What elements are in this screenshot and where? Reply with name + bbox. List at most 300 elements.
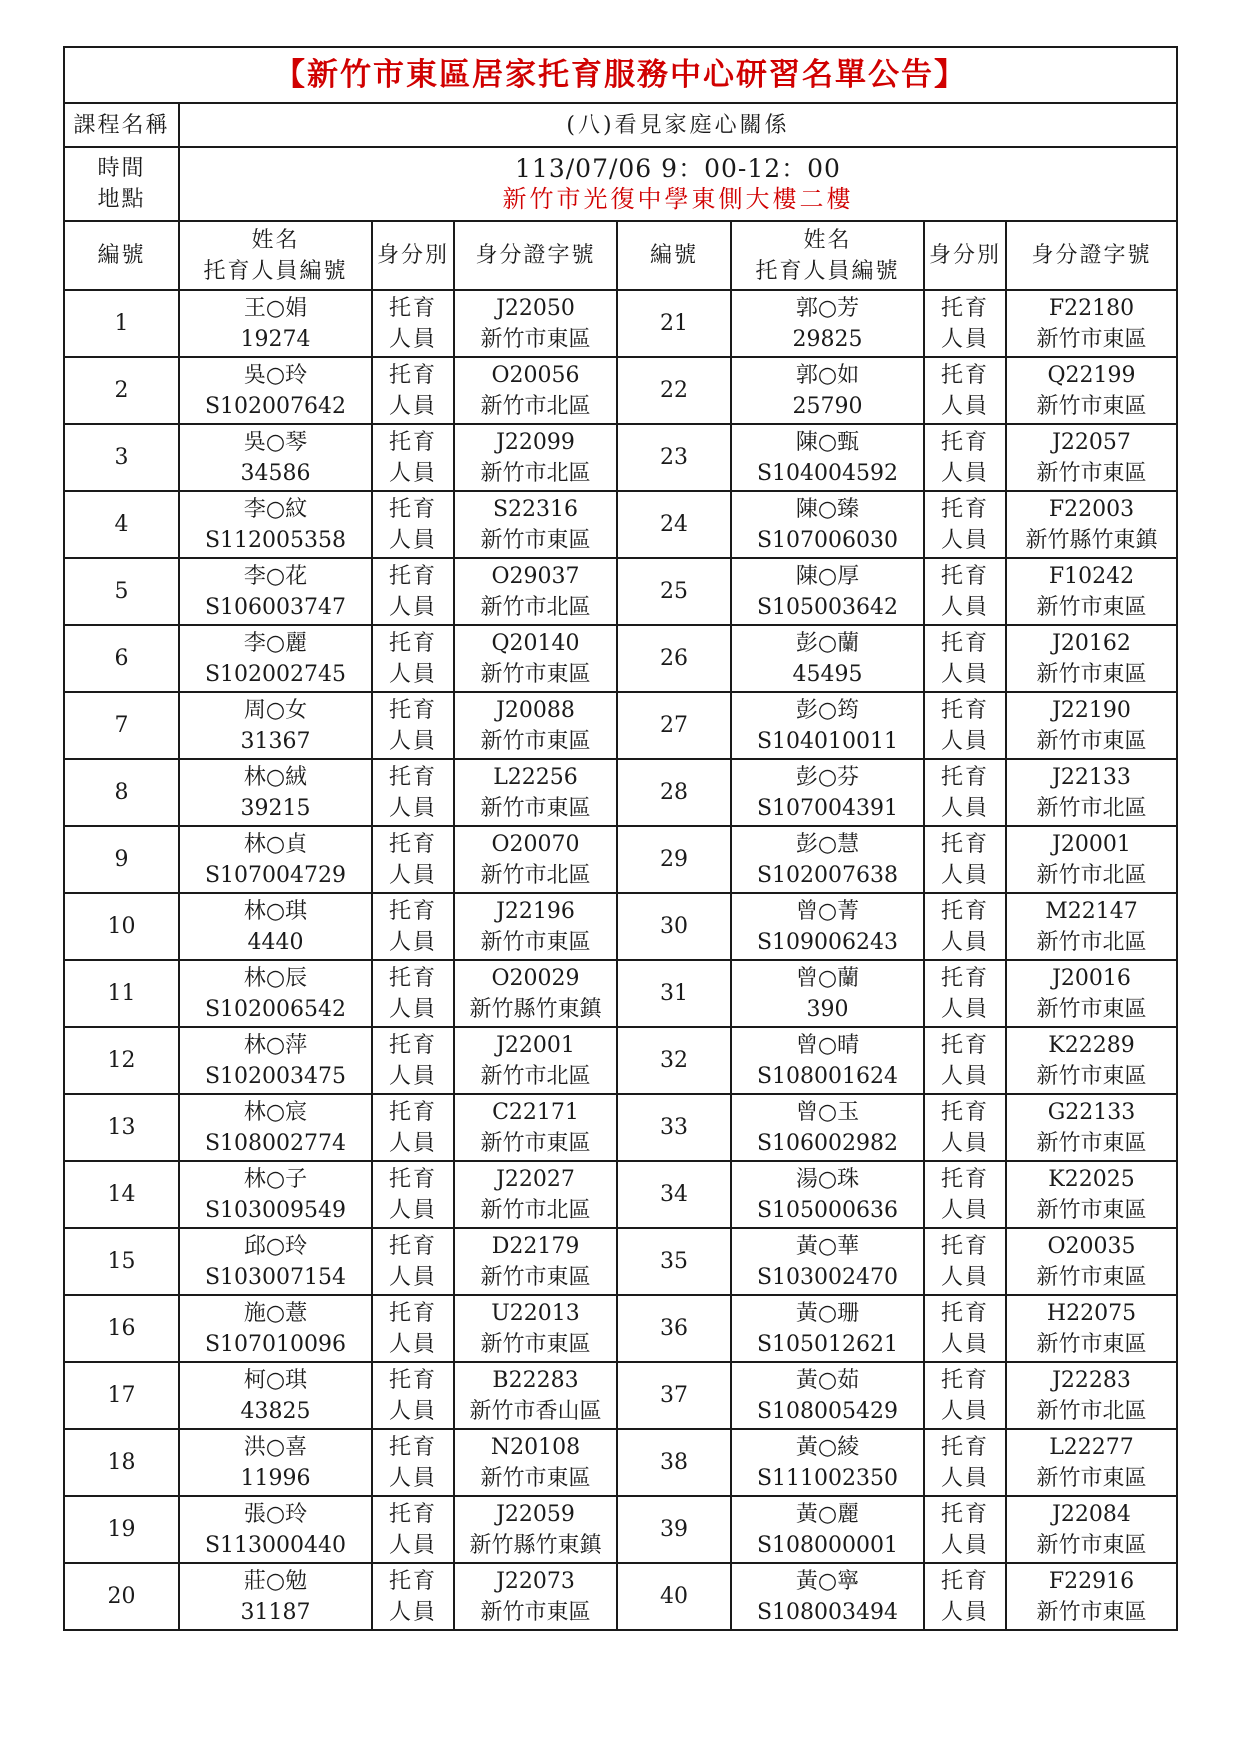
entry-identity-cell <box>372 893 454 960</box>
entry-name: 曾○菁 <box>795 898 860 924</box>
entry-identity-cell <box>924 1094 1006 1161</box>
entry-identity-cell <box>924 1161 1006 1228</box>
entry-name-cell <box>179 1027 372 1094</box>
entry-identity-cell <box>372 960 454 1027</box>
header-name-line2: 托育人員編號 <box>755 258 900 284</box>
table-row <box>64 1362 1177 1429</box>
entry-identity-line1: 托育 <box>940 362 989 388</box>
entry-number: 30 <box>617 893 731 960</box>
entry-name: 吳○琴 <box>243 429 308 455</box>
entry-number: 18 <box>64 1429 179 1496</box>
entry-name-cell <box>179 826 372 893</box>
entry-caregiver-code: S105012621 <box>756 1331 899 1357</box>
entry-district: 新竹市東區 <box>1036 393 1147 419</box>
entry-district: 新竹市東區 <box>480 929 591 955</box>
entry-id-cell <box>454 1295 617 1362</box>
entry-identity-cell <box>924 960 1006 1027</box>
entry-name: 郭○如 <box>795 362 860 388</box>
entry-identity-line1: 托育 <box>940 496 989 522</box>
entry-name: 王○娟 <box>243 295 308 321</box>
entry-number: 20 <box>64 1563 179 1630</box>
entry-number: 22 <box>617 357 731 424</box>
entry-caregiver-code: 34586 <box>240 460 311 486</box>
entry-id-cell <box>454 290 617 357</box>
entry-name-cell <box>179 1094 372 1161</box>
entry-id-number: F22916 <box>1048 1568 1135 1594</box>
entry-identity-line2: 人員 <box>388 929 437 955</box>
entry-id-number: J22084 <box>1052 1501 1131 1527</box>
entry-name-cell <box>731 1161 924 1228</box>
entry-district: 新竹市東區 <box>480 795 591 821</box>
entry-id-cell <box>1006 1161 1177 1228</box>
entry-district: 新竹市東區 <box>480 1264 591 1290</box>
entry-identity-line1: 托育 <box>388 496 437 522</box>
entry-caregiver-code: S109006243 <box>756 929 899 955</box>
entry-identity-cell <box>924 1228 1006 1295</box>
entry-caregiver-code: S107004391 <box>756 795 899 821</box>
entry-district: 新竹市東區 <box>1036 594 1147 620</box>
entry-name: 陳○臻 <box>795 496 860 522</box>
entry-number: 32 <box>617 1027 731 1094</box>
entry-identity-line2: 人員 <box>940 326 989 352</box>
entry-id-number: F22180 <box>1048 295 1135 321</box>
entry-id-number: O20070 <box>491 831 580 857</box>
entry-name-cell <box>731 1563 924 1630</box>
entry-identity-line2: 人員 <box>388 1465 437 1491</box>
entry-number: 39 <box>617 1496 731 1563</box>
entry-identity-line2: 人員 <box>388 460 437 486</box>
entry-name-cell <box>179 1496 372 1563</box>
entry-id-number: J22001 <box>496 1032 575 1058</box>
entry-number: 3 <box>64 424 179 491</box>
entry-id-cell <box>1006 1429 1177 1496</box>
entry-district: 新竹市東區 <box>480 527 591 553</box>
entry-name-cell <box>179 1161 372 1228</box>
header-id-right: 身分證字號 <box>1006 221 1177 290</box>
entry-name: 莊○勉 <box>243 1568 308 1594</box>
entry-number: 7 <box>64 692 179 759</box>
entry-name: 黃○珊 <box>795 1300 860 1326</box>
entry-id-cell <box>1006 826 1177 893</box>
entry-id-number: C22171 <box>492 1099 579 1125</box>
entry-name: 柯○琪 <box>243 1367 308 1393</box>
entry-name: 吳○玲 <box>243 362 308 388</box>
entry-identity-line1: 托育 <box>940 630 989 656</box>
entry-id-cell <box>1006 491 1177 558</box>
entry-name-cell <box>179 424 372 491</box>
entry-identity-line1: 托育 <box>388 1166 437 1192</box>
entry-identity-cell <box>924 424 1006 491</box>
entry-name: 彭○蘭 <box>795 630 860 656</box>
entry-id-number: H22075 <box>1046 1300 1137 1326</box>
entry-name-cell <box>731 1228 924 1295</box>
table-row <box>64 491 1177 558</box>
entry-identity-cell <box>372 1228 454 1295</box>
entry-identity-line2: 人員 <box>940 1063 989 1089</box>
entry-identity-cell <box>372 1161 454 1228</box>
entry-identity-line2: 人員 <box>940 1264 989 1290</box>
entry-identity-line2: 人員 <box>388 1197 437 1223</box>
entry-number: 27 <box>617 692 731 759</box>
entry-caregiver-code: S107010096 <box>204 1331 347 1357</box>
header-identity-right: 身分別 <box>924 221 1006 290</box>
entry-identity-line2: 人員 <box>388 1532 437 1558</box>
entry-name-cell <box>731 1295 924 1362</box>
entry-name: 陳○厚 <box>795 563 860 589</box>
entry-identity-line2: 人員 <box>388 728 437 754</box>
entry-identity-line2: 人員 <box>940 460 989 486</box>
entry-caregiver-code: S102002745 <box>204 661 347 687</box>
entry-name-cell <box>731 826 924 893</box>
entry-id-cell <box>1006 558 1177 625</box>
entry-id-cell <box>1006 290 1177 357</box>
entry-identity-cell <box>372 290 454 357</box>
entry-id-cell <box>1006 759 1177 826</box>
entry-district: 新竹市北區 <box>480 1197 591 1223</box>
entry-id-cell <box>1006 1295 1177 1362</box>
entry-caregiver-code: S108001624 <box>756 1063 899 1089</box>
entry-id-cell <box>454 893 617 960</box>
entry-identity-line2: 人員 <box>388 326 437 352</box>
entry-identity-line1: 托育 <box>388 1233 437 1259</box>
entry-name-cell <box>731 491 924 558</box>
entry-identity-line2: 人員 <box>940 1599 989 1625</box>
entry-name: 郭○芳 <box>795 295 860 321</box>
entry-identity-line1: 托育 <box>388 965 437 991</box>
entry-identity-line1: 托育 <box>940 965 989 991</box>
course-name: (八)看見家庭心關係 <box>179 103 1177 147</box>
entry-identity-line2: 人員 <box>388 661 437 687</box>
entry-identity-cell <box>924 692 1006 759</box>
entry-identity-cell <box>924 1027 1006 1094</box>
entry-identity-line2: 人員 <box>940 661 989 687</box>
entry-number: 35 <box>617 1228 731 1295</box>
entry-name: 曾○玉 <box>795 1099 860 1125</box>
entry-id-cell <box>454 1496 617 1563</box>
entry-id-number: J22133 <box>1052 764 1131 790</box>
column-header-row <box>64 221 1177 290</box>
entry-caregiver-code: S111002350 <box>756 1465 899 1491</box>
entry-id-number: L22256 <box>493 764 578 790</box>
entry-district: 新竹市東區 <box>1036 1465 1147 1491</box>
entry-district: 新竹市北區 <box>1036 1398 1147 1424</box>
entry-caregiver-code: 43825 <box>240 1398 311 1424</box>
entry-identity-line1: 托育 <box>940 898 989 924</box>
entry-district: 新竹市北區 <box>1036 862 1147 888</box>
entry-identity-line1: 托育 <box>940 1568 989 1594</box>
page-title: 【新竹市東區居家托育服務中心研習名單公告】 <box>64 47 1177 103</box>
entry-identity-line2: 人員 <box>388 1063 437 1089</box>
entry-name: 周○女 <box>243 697 308 723</box>
entry-number: 4 <box>64 491 179 558</box>
entry-number: 21 <box>617 290 731 357</box>
entry-id-number: U22013 <box>491 1300 580 1326</box>
entry-identity-cell <box>372 424 454 491</box>
entry-caregiver-code: S108003494 <box>756 1599 899 1625</box>
entry-name-cell <box>731 1429 924 1496</box>
entry-caregiver-code: 45495 <box>792 661 863 687</box>
entry-district: 新竹市東區 <box>1036 1264 1147 1290</box>
entry-id-number: Q22199 <box>1047 362 1136 388</box>
entry-name: 陳○甄 <box>795 429 860 455</box>
header-name-left <box>179 221 372 290</box>
entry-id-cell <box>454 1094 617 1161</box>
entry-number: 10 <box>64 893 179 960</box>
entry-identity-cell <box>924 491 1006 558</box>
entry-id-number: G22133 <box>1047 1099 1136 1125</box>
entry-identity-line2: 人員 <box>940 1130 989 1156</box>
entry-identity-cell <box>372 1563 454 1630</box>
entry-identity-line2: 人員 <box>940 1532 989 1558</box>
entry-identity-line2: 人員 <box>388 1264 437 1290</box>
entry-district: 新竹縣竹東鎮 <box>469 1532 602 1558</box>
entry-caregiver-code: S102007642 <box>204 393 347 419</box>
entry-identity-cell <box>372 1429 454 1496</box>
table-row <box>64 1161 1177 1228</box>
entry-district: 新竹市北區 <box>480 594 591 620</box>
entry-caregiver-code: 31367 <box>240 728 311 754</box>
entry-identity-line1: 托育 <box>388 1099 437 1125</box>
time-place-label <box>64 147 179 221</box>
entry-identity-line1: 托育 <box>388 429 437 455</box>
entry-name-cell <box>731 1094 924 1161</box>
entry-identity-line2: 人員 <box>940 862 989 888</box>
entry-name: 李○花 <box>243 563 308 589</box>
entry-district: 新竹市北區 <box>1036 795 1147 821</box>
entry-id-number: F22003 <box>1048 496 1135 522</box>
entry-id-number: K22025 <box>1048 1166 1135 1192</box>
entry-number: 19 <box>64 1496 179 1563</box>
entry-id-number: J22283 <box>1052 1367 1131 1393</box>
entry-id-number: O20056 <box>491 362 580 388</box>
entry-identity-line1: 托育 <box>388 630 437 656</box>
entry-district: 新竹市東區 <box>1036 1063 1147 1089</box>
entry-identity-line1: 托育 <box>940 1434 989 1460</box>
entry-identity-line1: 托育 <box>388 362 437 388</box>
entry-caregiver-code: S107004729 <box>204 862 347 888</box>
entry-identity-line1: 托育 <box>940 1166 989 1192</box>
entry-identity-line1: 托育 <box>388 1367 437 1393</box>
entry-caregiver-code: S106002982 <box>756 1130 899 1156</box>
entry-identity-line1: 托育 <box>940 1501 989 1527</box>
entry-caregiver-code: S108002774 <box>204 1130 347 1156</box>
entry-number: 15 <box>64 1228 179 1295</box>
entry-number: 23 <box>617 424 731 491</box>
entry-id-cell <box>1006 1563 1177 1630</box>
entry-caregiver-code: S108000001 <box>756 1532 899 1558</box>
time-place-value <box>179 147 1177 221</box>
entry-number: 31 <box>617 960 731 1027</box>
entry-district: 新竹市東區 <box>1036 326 1147 352</box>
entry-id-number: J22059 <box>496 1501 575 1527</box>
entry-identity-line1: 托育 <box>388 898 437 924</box>
entry-id-number: F10242 <box>1048 563 1135 589</box>
entry-name-cell <box>731 625 924 692</box>
entry-name: 洪○喜 <box>243 1434 308 1460</box>
entry-name: 黃○麗 <box>795 1501 860 1527</box>
entry-name-cell <box>179 290 372 357</box>
entry-caregiver-code: S108005429 <box>756 1398 899 1424</box>
header-number-right: 編號 <box>617 221 731 290</box>
entry-id-cell <box>1006 424 1177 491</box>
entry-identity-cell <box>924 1429 1006 1496</box>
header-id-left: 身分證字號 <box>454 221 617 290</box>
entry-identity-line1: 托育 <box>940 563 989 589</box>
entry-identity-line2: 人員 <box>388 594 437 620</box>
entry-name: 林○貞 <box>243 831 308 857</box>
table-row <box>64 558 1177 625</box>
table-row <box>64 625 1177 692</box>
entry-identity-cell <box>924 290 1006 357</box>
entry-identity-cell <box>372 491 454 558</box>
entry-district: 新竹市東區 <box>1036 1532 1147 1558</box>
entry-name: 黃○華 <box>795 1233 860 1259</box>
entry-id-cell <box>454 491 617 558</box>
entry-identity-cell <box>372 558 454 625</box>
entry-identity-line1: 托育 <box>388 831 437 857</box>
entry-district: 新竹市北區 <box>480 1063 591 1089</box>
entry-name: 黃○寧 <box>795 1568 860 1594</box>
entry-caregiver-code: S104010011 <box>756 728 899 754</box>
entry-id-cell <box>454 1429 617 1496</box>
entry-id-number: J20001 <box>1052 831 1131 857</box>
entry-name-cell <box>731 424 924 491</box>
entry-caregiver-code: S112005358 <box>204 527 347 553</box>
entry-district: 新竹市東區 <box>1036 460 1147 486</box>
entry-identity-cell <box>924 1563 1006 1630</box>
entry-number: 34 <box>617 1161 731 1228</box>
entry-identity-line2: 人員 <box>940 996 989 1022</box>
entry-number: 24 <box>617 491 731 558</box>
entry-district: 新竹市東區 <box>480 326 591 352</box>
entry-name-cell <box>179 625 372 692</box>
entry-id-number: J22057 <box>1052 429 1131 455</box>
entry-name-cell <box>179 1563 372 1630</box>
entry-identity-line2: 人員 <box>940 1331 989 1357</box>
entry-caregiver-code: S103007154 <box>204 1264 347 1290</box>
entry-number: 25 <box>617 558 731 625</box>
entry-number: 29 <box>617 826 731 893</box>
schedule-row <box>64 147 1177 221</box>
entry-id-number: J22050 <box>496 295 575 321</box>
entry-identity-cell <box>372 1094 454 1161</box>
entry-district: 新竹市東區 <box>1036 996 1147 1022</box>
entry-number: 40 <box>617 1563 731 1630</box>
entry-number: 36 <box>617 1295 731 1362</box>
entry-caregiver-code: 11996 <box>240 1465 311 1491</box>
entry-identity-line1: 托育 <box>388 1032 437 1058</box>
entry-district: 新竹市東區 <box>1036 1197 1147 1223</box>
entry-name: 黃○綾 <box>795 1434 860 1460</box>
entry-id-cell <box>1006 1496 1177 1563</box>
entry-number: 8 <box>64 759 179 826</box>
entry-name: 林○辰 <box>243 965 308 991</box>
entry-identity-line2: 人員 <box>388 1398 437 1424</box>
entry-id-cell <box>1006 357 1177 424</box>
entry-identity-cell <box>924 625 1006 692</box>
entry-identity-line1: 托育 <box>940 1233 989 1259</box>
entry-name: 李○麗 <box>243 630 308 656</box>
entry-identity-cell <box>924 1295 1006 1362</box>
entry-identity-line1: 托育 <box>388 764 437 790</box>
table-row <box>64 826 1177 893</box>
entry-identity-line1: 托育 <box>940 697 989 723</box>
entry-id-cell <box>454 1161 617 1228</box>
entry-id-number: J20162 <box>1052 630 1131 656</box>
entry-id-cell <box>1006 960 1177 1027</box>
table-row <box>64 1094 1177 1161</box>
entry-identity-line1: 托育 <box>940 1099 989 1125</box>
entry-identity-line1: 托育 <box>940 831 989 857</box>
entry-id-cell <box>454 558 617 625</box>
entry-identity-line2: 人員 <box>940 728 989 754</box>
entry-number: 37 <box>617 1362 731 1429</box>
entry-name-cell <box>179 960 372 1027</box>
entry-identity-cell <box>924 1362 1006 1429</box>
entry-id-cell <box>1006 692 1177 759</box>
entry-identity-line1: 托育 <box>388 295 437 321</box>
table-row <box>64 692 1177 759</box>
table-row <box>64 1563 1177 1630</box>
entry-id-number: N20108 <box>490 1434 581 1460</box>
entry-district: 新竹市東區 <box>480 661 591 687</box>
entry-identity-line2: 人員 <box>940 1465 989 1491</box>
entry-name-cell <box>731 1496 924 1563</box>
entry-caregiver-code: 390 <box>806 996 849 1022</box>
entry-name: 黃○茹 <box>795 1367 860 1393</box>
entry-district: 新竹市東區 <box>1036 1331 1147 1357</box>
entry-identity-line2: 人員 <box>940 393 989 419</box>
entry-identity-line2: 人員 <box>388 795 437 821</box>
entry-name-cell <box>179 1429 372 1496</box>
entry-caregiver-code: 29825 <box>792 326 863 352</box>
entry-number: 11 <box>64 960 179 1027</box>
entry-district: 新竹市東區 <box>480 1465 591 1491</box>
entry-id-cell <box>454 1563 617 1630</box>
table-row <box>64 1027 1177 1094</box>
entry-identity-line1: 托育 <box>388 1568 437 1594</box>
entry-identity-line1: 托育 <box>388 1434 437 1460</box>
entry-name: 彭○芬 <box>795 764 860 790</box>
entry-identity-cell <box>924 357 1006 424</box>
entry-id-number: J20016 <box>1052 965 1131 991</box>
entry-name: 施○薏 <box>243 1300 308 1326</box>
entry-identity-line2: 人員 <box>940 929 989 955</box>
entry-id-cell <box>1006 625 1177 692</box>
entry-name: 曾○晴 <box>795 1032 860 1058</box>
entry-identity-line1: 托育 <box>388 1300 437 1326</box>
entry-name-cell <box>179 692 372 759</box>
entry-caregiver-code: S106003747 <box>204 594 347 620</box>
entry-id-number: J20088 <box>496 697 575 723</box>
entry-district: 新竹市北區 <box>1036 929 1147 955</box>
entry-district: 新竹縣竹東鎮 <box>469 996 602 1022</box>
course-label: 課程名稱 <box>64 103 179 147</box>
entry-id-number: O20029 <box>491 965 580 991</box>
entry-caregiver-code: 19274 <box>240 326 311 352</box>
entry-caregiver-code: S103002470 <box>756 1264 899 1290</box>
entry-identity-cell <box>372 357 454 424</box>
entry-number: 13 <box>64 1094 179 1161</box>
table-row <box>64 1295 1177 1362</box>
entry-name: 曾○蘭 <box>795 965 860 991</box>
entry-id-cell <box>1006 1094 1177 1161</box>
entry-id-number: J22190 <box>1052 697 1131 723</box>
entry-id-number: J22027 <box>496 1166 575 1192</box>
entry-identity-line1: 托育 <box>388 563 437 589</box>
entry-number: 16 <box>64 1295 179 1362</box>
header-name-line2: 托育人員編號 <box>203 258 348 284</box>
